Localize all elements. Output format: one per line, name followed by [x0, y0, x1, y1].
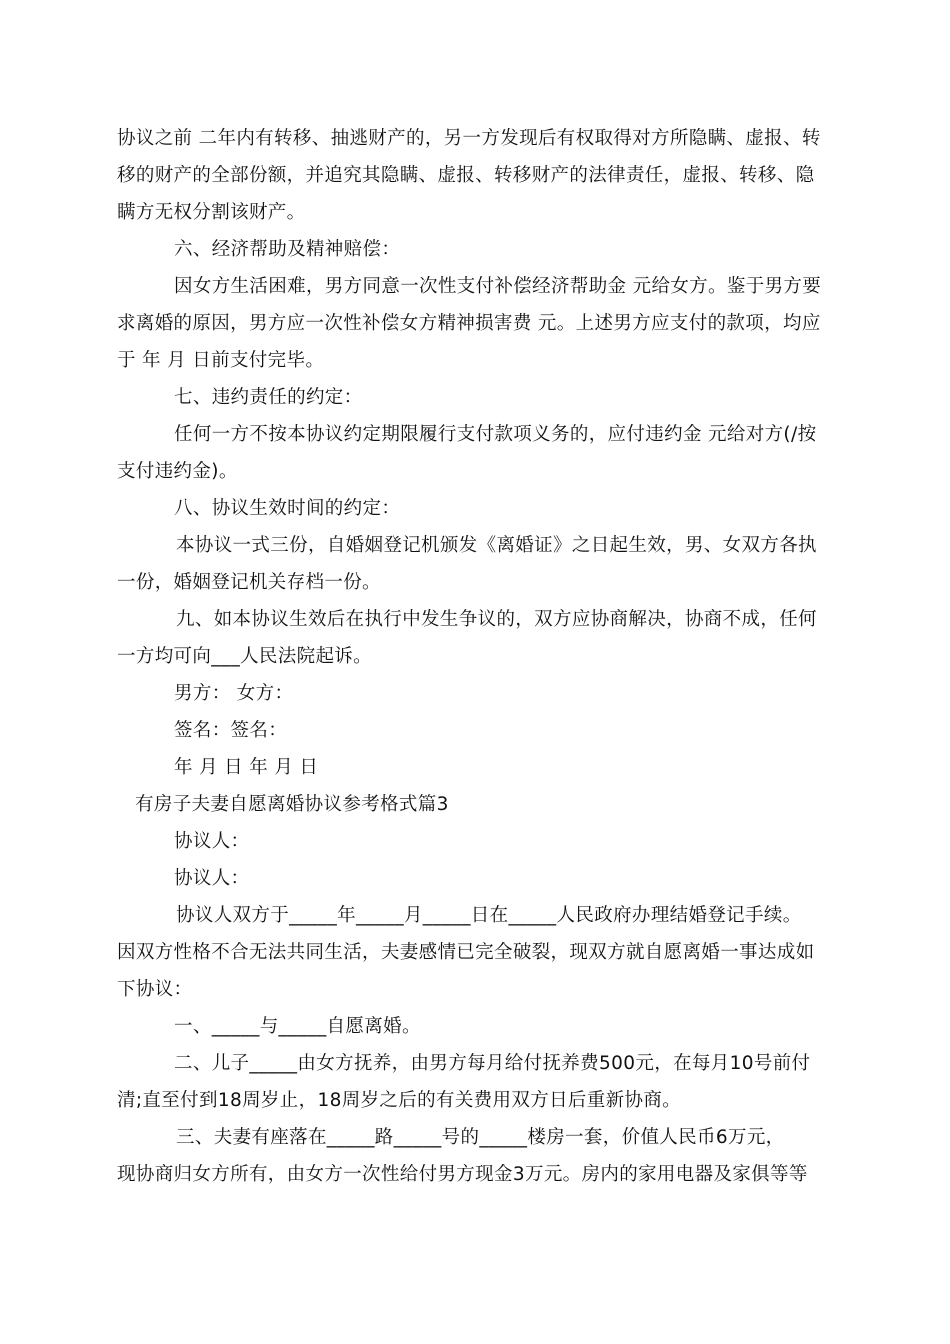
text-line: 本协议一式三份，自婚姻登记机颁发《离婚证》之日起生效，男、女双方各执 — [176, 535, 817, 556]
text-line: 现协商归女方所有，由女方一次性给付男方现金3万元。房内的家用电器及家俱等等 — [117, 1164, 808, 1185]
section-heading: 八、协议生效时间的约定： — [174, 498, 401, 519]
text-line: 因女方生活困难，男方同意一次性支付补偿经济帮助金 元给女方。鉴于男方要 — [174, 276, 822, 297]
text-line: 清;直至付到18周岁止，18周岁之后的有关费用双方日后重新协商。 — [117, 1090, 682, 1111]
signature-parties-line: 男方： 女方： — [174, 683, 294, 704]
section-heading: 七、违约责任的约定： — [174, 387, 363, 408]
party-line: 协议人： — [174, 868, 250, 889]
text-line: 一份，婚姻登记机关存档一份。 — [117, 572, 381, 593]
text-line: 下协议： — [117, 979, 193, 1000]
text-line: 支付违约金)。 — [117, 461, 238, 482]
text-line: 因双方性格不合无法共同生活，夫妻感情已完全破裂，现双方就自愿离婚一事达成如 — [117, 942, 815, 963]
party-line: 协议人： — [174, 831, 250, 852]
text-line: 任何一方不按本协议约定期限履行支付款项义务的，应付违约金 元给对方(/按 — [174, 424, 817, 445]
text-line: 移的财产的全部份额，并追究其隐瞒、虚报、转移财产的法律责任，虚报、转移、隐 — [117, 165, 815, 186]
clause-line: 三、夫妻有座落在_____路_____号的_____楼房一套，价值人民币6万元， — [176, 1127, 785, 1148]
clause-line: 一、_____与_____自愿离婚。 — [174, 1016, 421, 1037]
text-line: 一方均可向___人民法院起诉。 — [117, 646, 373, 667]
clause-line: 二、儿子_____由女方抚养，由男方每月给付抚养费500元，在每月10号前付 — [174, 1053, 811, 1074]
text-line: 瞒方无权分割该财产。 — [117, 202, 306, 223]
article-title: 有房子夫妻自愿离婚协议参考格式篇3 — [135, 794, 449, 815]
text-line: 于 年 月 日前支付完毕。 — [117, 350, 325, 371]
text-line: 协议人双方于_____年_____月_____日在_____人民政府办理结婚登记手续。 — [176, 905, 802, 926]
text-line: 九、如本协议生效后在执行中发生争议的，双方应协商解决，协商不成，任何 — [176, 609, 817, 630]
text-line: 协议之前 二年内有转移、抽逃财产的，另一方发现后有权取得对方所隐瞒、虚报、转 — [117, 128, 821, 149]
text-line: 求离婚的原因，男方应一次性补偿女方精神损害费 元。上述男方应支付的款项，均应 — [117, 313, 821, 334]
section-heading: 六、经济帮助及精神赔偿： — [174, 239, 401, 260]
date-line: 年 月 日 年 月 日 — [174, 757, 319, 778]
signature-line: 签名：签名： — [174, 720, 288, 741]
